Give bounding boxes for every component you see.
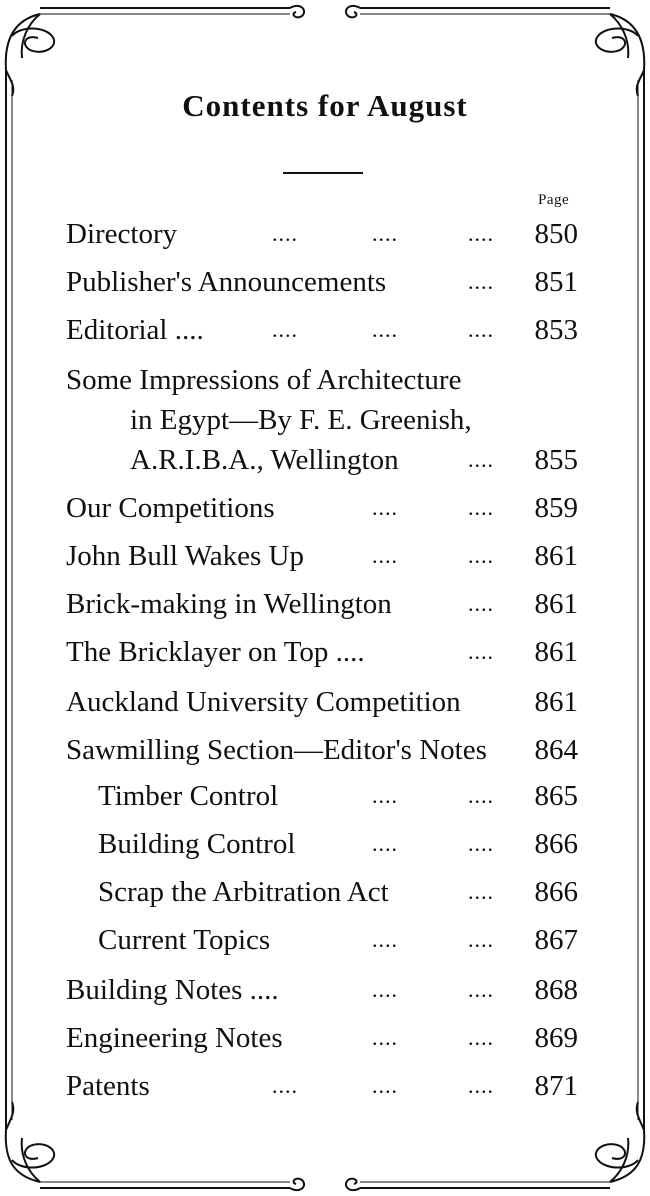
toc-subentry[interactable] [98, 824, 586, 864]
dot-leader: .... [372, 221, 398, 246]
toc-entry-title: Patents [66, 1070, 150, 1102]
dot-leader: .... [372, 1025, 398, 1050]
toc-entry-title: Building Control [98, 828, 296, 860]
toc-entry-title: Some Impressions of Architecture [66, 364, 462, 396]
toc-entry-line[interactable] [66, 360, 586, 400]
toc-entry-title-continued: in Egypt—By F. E. Greenish, [130, 404, 472, 436]
dot-leader: .... [372, 831, 398, 856]
toc-entry-title: Engineering Notes [66, 1022, 283, 1054]
toc-entry-title: Sawmilling Section—Editor's Notes [66, 734, 487, 766]
toc-entry[interactable] [66, 310, 586, 350]
toc-entry[interactable] [66, 632, 586, 672]
dot-leader: .... [372, 543, 398, 568]
toc-entry-title: Building Notes .... [66, 974, 279, 1006]
dot-leader: .... [468, 831, 494, 856]
dot-leader: .... [468, 1025, 494, 1050]
toc-page-number: 861 [534, 636, 578, 668]
dot-leader: .... [468, 1073, 494, 1098]
toc-subentry[interactable] [98, 920, 586, 960]
toc-entry-title: John Bull Wakes Up [66, 540, 304, 572]
toc-page-number: 866 [534, 828, 578, 860]
dot-leader: .... [272, 1073, 298, 1098]
toc-page-number: 867 [534, 924, 578, 956]
dot-leader: .... [468, 639, 494, 664]
dot-leader: .... [468, 447, 494, 472]
dot-leader: .... [468, 269, 494, 294]
dot-leader: .... [372, 1073, 398, 1098]
toc-entry-title: Publisher's Announcements [66, 266, 387, 298]
toc-entry-title: Directory [66, 218, 178, 250]
toc-entry-title: Brick-making in Wellington [66, 588, 392, 620]
page-title: Contents for August [182, 88, 468, 123]
toc-entry-line[interactable] [130, 400, 586, 440]
toc-entry-title-continued: A.R.I.B.A., Wellington [130, 444, 399, 476]
toc-page-number: 861 [534, 686, 578, 718]
toc-page-number: 869 [534, 1022, 578, 1054]
toc-entry-line[interactable] [130, 440, 586, 480]
dot-leader: .... [468, 317, 494, 342]
toc-page-number: 866 [534, 876, 578, 908]
title-divider [283, 172, 363, 174]
toc-entry[interactable] [66, 682, 586, 722]
dot-leader: .... [372, 783, 398, 808]
dot-leader: .... [468, 221, 494, 246]
dot-leader: .... [372, 317, 398, 342]
dot-leader: .... [468, 879, 494, 904]
toc-entry[interactable] [66, 1018, 586, 1058]
toc-page-number: 861 [534, 588, 578, 620]
toc-entry[interactable] [66, 970, 586, 1010]
toc-entry-title: Current Topics [98, 924, 271, 956]
dot-leader: .... [372, 977, 398, 1002]
dot-leader: .... [468, 977, 494, 1002]
toc-page-number: 851 [534, 266, 578, 298]
toc-page-number: 855 [534, 444, 578, 476]
toc-page-number: 871 [534, 1070, 578, 1102]
toc-page-number: 864 [534, 734, 578, 766]
dot-leader: .... [272, 317, 298, 342]
toc-entry[interactable] [66, 262, 586, 302]
toc-entry[interactable] [66, 488, 586, 528]
dot-leader: .... [468, 927, 494, 952]
dot-leader: .... [372, 927, 398, 952]
toc-entry[interactable] [66, 584, 586, 624]
toc-entry-title: Scrap the Arbitration Act [98, 876, 389, 908]
toc-page-number: 859 [534, 492, 578, 524]
page-column-label: Page [538, 192, 570, 208]
dot-leader: .... [468, 591, 494, 616]
toc-entry[interactable] [66, 730, 586, 770]
toc-page-number: 850 [534, 218, 578, 250]
toc-entry[interactable] [66, 1066, 586, 1106]
toc-entry-title: The Bricklayer on Top .... [66, 636, 365, 668]
dot-leader: .... [372, 495, 398, 520]
toc-entry-title: Our Competitions [66, 492, 275, 524]
dot-leader: .... [468, 495, 494, 520]
dot-leader: .... [468, 543, 494, 568]
toc-entry[interactable] [66, 536, 586, 576]
toc-page-number: 853 [534, 314, 578, 346]
toc-subentry[interactable] [98, 776, 586, 816]
toc-entry[interactable] [66, 214, 586, 254]
toc-entry-title: Timber Control [98, 780, 279, 812]
dot-leader: .... [468, 783, 494, 808]
toc-page-number: 865 [534, 780, 578, 812]
toc-entry-title: Editorial .... [66, 314, 204, 346]
toc-entry-title: Auckland University Competition [66, 686, 461, 718]
toc-subentry[interactable] [98, 872, 586, 912]
dot-leader: .... [272, 221, 298, 246]
toc-page-number: 861 [534, 540, 578, 572]
toc-page-number: 868 [534, 974, 578, 1006]
